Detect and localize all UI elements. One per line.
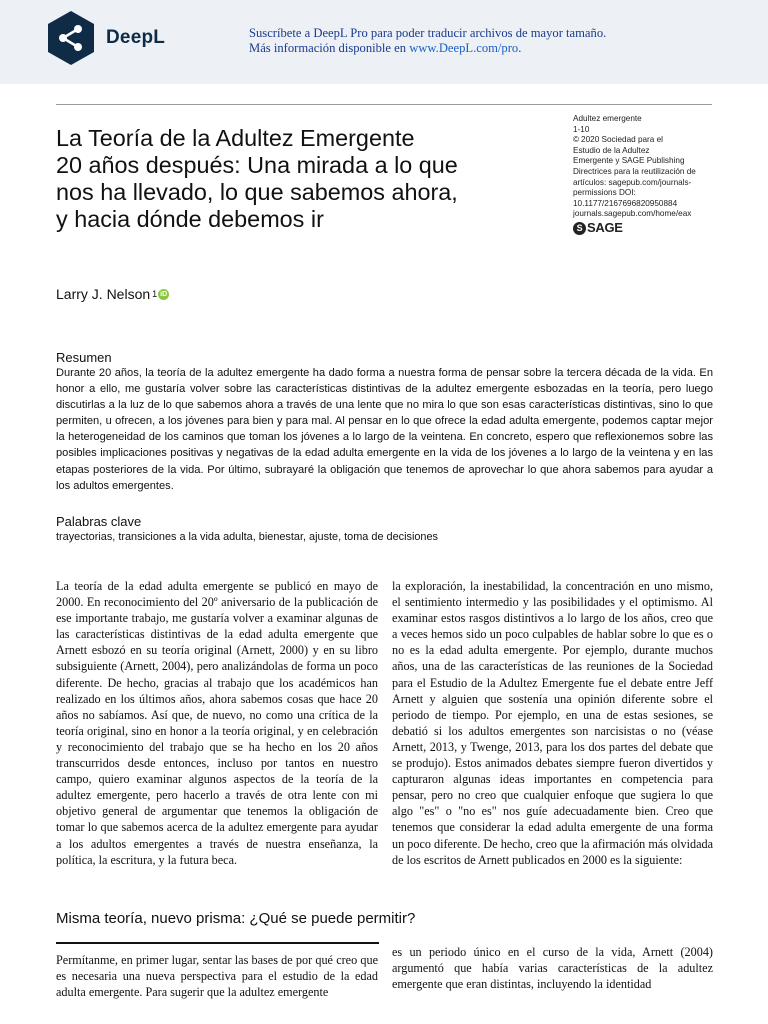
author-name[interactable]: Larry J. Nelson xyxy=(56,286,151,302)
reuse-line: permissions DOI: xyxy=(573,188,636,198)
page-range: 1-10 xyxy=(573,124,590,134)
keywords-text: trayectorias, transiciones a la vida adulta, bienestar, ajuste, toma de decisiones xyxy=(56,531,438,543)
copyright-line: Estudio de la Adultez xyxy=(573,145,650,155)
deepl-logo-icon[interactable] xyxy=(46,10,96,66)
keywords-heading: Palabras clave xyxy=(56,514,142,529)
title-line: nos ha llevado, lo que sabemos ahora, xyxy=(56,179,458,205)
author-line xyxy=(56,286,169,302)
deepl-wordmark: DeepL xyxy=(106,27,166,48)
section-rule xyxy=(56,942,379,944)
journal-meta xyxy=(573,114,723,235)
sage-wordmark: SAGE xyxy=(587,220,623,236)
copyright-line: © 2020 Sociedad para el xyxy=(573,135,723,146)
title-line: y hacia dónde debemos ir xyxy=(56,206,324,232)
sage-logo xyxy=(573,222,723,235)
copyright-line: Emergente y SAGE Publishing xyxy=(573,156,685,166)
deepl-pro-link[interactable]: www.DeepL.com/pro xyxy=(409,41,519,55)
author-affiliation: 1 xyxy=(152,289,158,299)
reuse-link[interactable]: artículos: sagepub.com/journals- xyxy=(573,177,692,187)
title-line: 20 años después: Una mirada a lo que xyxy=(56,152,458,178)
header-rule xyxy=(56,104,712,105)
promo-suffix: . xyxy=(518,41,522,55)
promo-line-2 xyxy=(249,41,606,56)
sage-mark-icon: S xyxy=(573,222,586,235)
section-column-right: es un periodo único en el curso de la vida, Arnett (2004) argumentó que había varias características de la adultez emergente que eran distintas, incluyendo la identidad xyxy=(392,945,713,992)
reuse-line: Directrices para la reutilización de xyxy=(573,166,696,176)
abstract-text: Durante 20 años, la teoría de la adultez emergente ha dado forma a nuestra forma de pensar sobre la tercera década de la vida. En honor a ello, me gustaría volver sobre las características distintivas de la adultez emergente esbozadas en la teoría, pero luego discutirlas a la luz de lo que sabemos ahora a través de una lente que no mira lo que son esas características distintivas, sino lo que permiten, u ofrecen, a los jóvenes para bien y para mal. Al pensar en lo que ofrece la edad adulta emergente, podemos captar mejor la heterogeneidad de los caminos que toman los jóvenes a lo largo de la veintena. En concreto, espero que reflexionemos sobre las posibles implicaciones positivas y negativas de la edad adulta emergente en la vida de los jóvenes a lo largo de la veintena y en las etapas posteriores de la vida. Por último, subrayaré la obligación que tenemos de aprovechar lo que ahora sabemos para ayudar a los adultos emergentes. xyxy=(56,367,713,492)
promo-prefix: Más información disponible en xyxy=(249,41,410,55)
journal-name: Adultez emergente xyxy=(573,114,642,123)
journal-home-link[interactable]: journals.sagepub.com/home/eax xyxy=(573,209,692,219)
section-heading: Misma teoría, nuevo prisma: ¿Qué se puede permitir? xyxy=(56,910,416,927)
article-title xyxy=(56,125,526,233)
body-column-left: La teoría de la edad adulta emergente se publicó en mayo de 2000. En reconocimiento del 20º aniversario de la publicación de ese importante trabajo, me gustaría volver a examinar algunas de las características distintivas de la edad adulta emergente que Arnett esbozó en su teoría original (Arnett, 2000) y en su libro subsiguiente (Arnett, 2004), pero analizándolas de forma un poco diferente. De hecho, gracias al trabajo que los académicos han realizado en los últimos años, ahora sabemos cosas que hace 20 años no sabíamos. Así que, de nuevo, no como una crítica de la teoría original, sino en honor a la teoría original, y en celebración y reconocimiento del trabajo que se ha hecho en los 20 años transcurridos desde entonces, incluso por tantos en nuestro campo, quiero examinar algunos aspectos de la teoría de la adultez emergente, pero hacerlo a través de otra lente con mi objetivo general de argumentar que tenemos la obligación de tomar lo que sabemos acerca de la adultez emergente para ayudar a los adultos emergentes a través de nuestra enseñanza, la política, la escritura, y la futura beca. xyxy=(56,579,378,867)
deepl-promo xyxy=(249,26,606,56)
deepl-banner xyxy=(0,0,768,84)
section-column-left: Permítanme, en primer lugar, sentar las bases de por qué creo que es necesaria una nueva perspectiva para el estudio de la edad adulta emergente. Para sugerir que la adultez emergente xyxy=(56,953,378,1000)
doi-link[interactable]: 10.1177/2167696820950884 xyxy=(573,198,678,208)
title-line: La Teoría de la Adultez Emergente xyxy=(56,125,415,151)
abstract-heading: Resumen xyxy=(56,350,112,365)
body-column-right: la exploración, la inestabilidad, la concentración en uno mismo, el sentimiento intermedio y las posibilidades y el optimismo. Al examinar estos rasgos distintivos a lo largo de los años, creo que a veces hemos sido un poco culpables de hablar sobre lo que es o no es la edad adulta emergente. Por ejemplo, durante muchos años, una de las características de las reuniones de la Sociedad para el Estudio de la Adultez Emergente fue el debate entre Jeff Arnett y alguien que sostenía una opinión diferente sobre el periodo de tiempo. Por ejemplo, en una de estas sesiones, se debatió si los adultos emergentes son narcisistas o no (véase Arnett, 2013, y Twenge, 2013, para los dos partes del debate que se produjo). Estos animados debates siempre fueron divertidos y capturaron algunas ideas importantes en competencia para pensar, pero no creo que cualquier enfoque que sugiera lo que algo "es" o "no es" nos guíe adecuadamente bien. Creo que tenemos que considerar la edad adulta emergente de una forma un poco diferente. De hecho, creo que la afirmación más olvidada de los escritos de Arnett publicados en 2000 es la siguiente: xyxy=(392,579,713,867)
promo-line-1: Suscríbete a DeepL Pro para poder traducir archivos de mayor tamaño. xyxy=(249,26,607,40)
orcid-icon[interactable]: iD xyxy=(160,290,168,298)
